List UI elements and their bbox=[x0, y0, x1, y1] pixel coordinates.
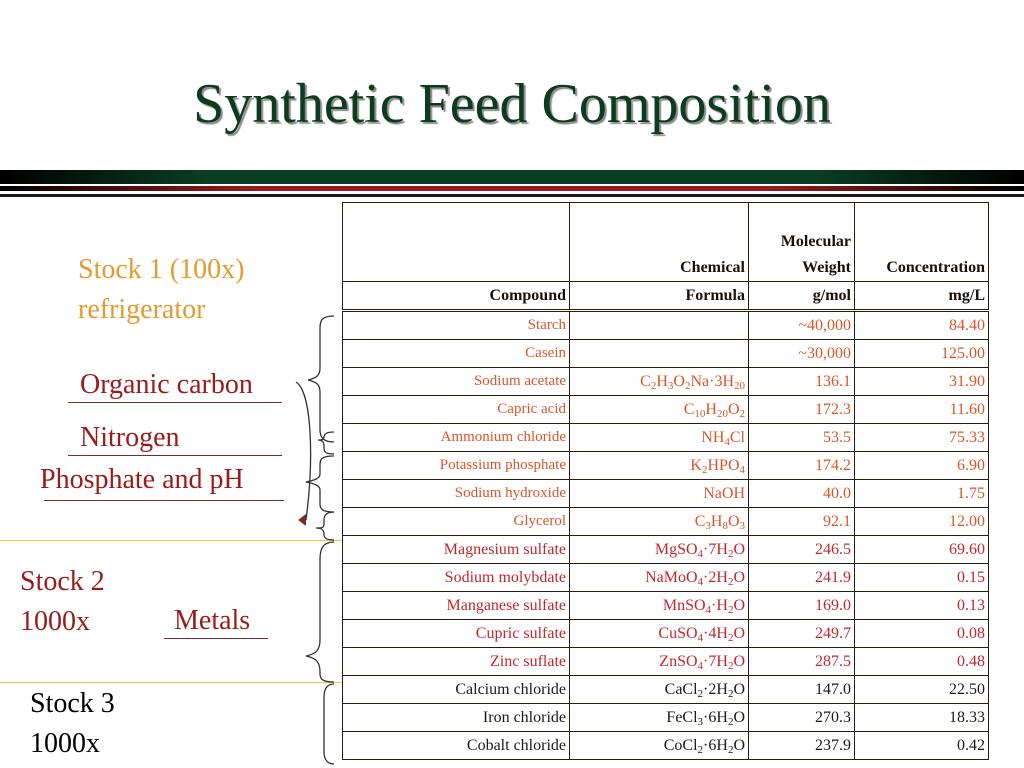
formula-cell: $ZnSO_4\cdot 7H_2O$ bbox=[570, 648, 749, 676]
molecular-weight-cell: 270.3 bbox=[749, 704, 855, 732]
formula-cell: $CoCl_2\cdot 6H_2O$ bbox=[570, 732, 749, 760]
formula-cell: $MnSO_4\cdot H_2O$ bbox=[570, 592, 749, 620]
table-row bbox=[343, 368, 989, 396]
table-row bbox=[343, 452, 989, 480]
table-row bbox=[343, 340, 989, 368]
compound-cell: Manganese sulfate bbox=[343, 592, 570, 620]
concentration-cell: 31.90 bbox=[855, 368, 989, 396]
concentration-cell: 84.40 bbox=[855, 311, 989, 340]
molecular-weight-cell: 172.3 bbox=[749, 396, 855, 424]
nitrogen-brace bbox=[318, 432, 334, 454]
formula-cell: $FeCl_3\cdot 6H_2O$ bbox=[570, 704, 749, 732]
nitrogen-label: Nitrogen bbox=[80, 422, 180, 453]
concentration-cell: 0.08 bbox=[855, 620, 989, 648]
molecular-weight-cell: 237.9 bbox=[749, 732, 855, 760]
header-concentration: Concentration bbox=[855, 203, 989, 282]
table-row bbox=[343, 564, 989, 592]
concentration-cell: 0.48 bbox=[855, 648, 989, 676]
table-row bbox=[343, 704, 989, 732]
phosphate-ph-label: Phosphate and pH bbox=[40, 464, 244, 495]
metals-brace bbox=[306, 542, 334, 682]
compound-cell: Cupric sulfate bbox=[343, 620, 570, 648]
organic-carbon-arrow-line bbox=[296, 382, 311, 520]
formula-cell: $C_3H_8O_3$ bbox=[570, 508, 749, 536]
header-molecular-weight: Molecular Weight bbox=[749, 203, 855, 282]
feed-composition-table bbox=[342, 202, 989, 760]
stock1-bottom-brace bbox=[316, 512, 334, 540]
header-mgl: mg/L bbox=[855, 282, 989, 311]
concentration-cell: 12.00 bbox=[855, 508, 989, 536]
formula-cell: $K_2HPO_4$ bbox=[570, 452, 749, 480]
compound-cell: Sodium acetate bbox=[343, 368, 570, 396]
molecular-weight-cell: ~30,000 bbox=[749, 340, 855, 368]
header-formula: Formula bbox=[570, 282, 749, 311]
molecular-weight-cell: 147.0 bbox=[749, 676, 855, 704]
compound-cell: Glycerol bbox=[343, 508, 570, 536]
header-compound-top bbox=[343, 203, 570, 282]
concentration-cell: 11.60 bbox=[855, 396, 989, 424]
molecular-weight-cell: ~40,000 bbox=[749, 311, 855, 340]
molecular-weight-cell: 246.5 bbox=[749, 536, 855, 564]
phosphate-ph-brace bbox=[306, 456, 334, 512]
stock1-label: Stock 1 (100x) refrigerator bbox=[78, 254, 245, 325]
compound-cell: Starch bbox=[343, 311, 570, 340]
molecular-weight-cell: 249.7 bbox=[749, 620, 855, 648]
table-row bbox=[343, 311, 989, 340]
table-header-row-top bbox=[343, 203, 989, 282]
organic-carbon-brace bbox=[308, 316, 334, 442]
formula-cell: $NH_4Cl$ bbox=[570, 424, 749, 452]
table-row bbox=[343, 480, 989, 508]
concentration-cell: 22.50 bbox=[855, 676, 989, 704]
formula-cell bbox=[570, 340, 749, 368]
compound-cell: Sodium hydroxide bbox=[343, 480, 570, 508]
stock2-label: Stock 2 1000x bbox=[20, 566, 105, 637]
molecular-weight-cell: 241.9 bbox=[749, 564, 855, 592]
formula-cell bbox=[570, 311, 749, 340]
table-row bbox=[343, 536, 989, 564]
organic-carbon-label: Organic carbon bbox=[80, 369, 253, 400]
molecular-weight-cell: 169.0 bbox=[749, 592, 855, 620]
compound-cell: Zinc suflate bbox=[343, 648, 570, 676]
header-chemical: Chemical bbox=[570, 203, 749, 282]
table-row bbox=[343, 508, 989, 536]
table-body bbox=[343, 311, 989, 760]
metals-underline bbox=[164, 638, 268, 639]
metals-label: Metals bbox=[174, 605, 251, 636]
compound-cell: Magnesium sulfate bbox=[343, 536, 570, 564]
stock3-label: Stock 3 1000x bbox=[30, 688, 115, 759]
concentration-cell: 1.75 bbox=[855, 480, 989, 508]
molecular-weight-cell: 287.5 bbox=[749, 648, 855, 676]
concentration-cell: 75.33 bbox=[855, 424, 989, 452]
slide-title: Synthetic Feed Composition bbox=[193, 73, 831, 135]
concentration-cell: 0.13 bbox=[855, 592, 989, 620]
table-row bbox=[343, 424, 989, 452]
table-row bbox=[343, 620, 989, 648]
table-header-row-bottom bbox=[343, 282, 989, 311]
table-row bbox=[343, 592, 989, 620]
compound-cell: Sodium molybdate bbox=[343, 564, 570, 592]
table-row bbox=[343, 732, 989, 760]
compound-cell: Iron chloride bbox=[343, 704, 570, 732]
compound-cell: Calcium chloride bbox=[343, 676, 570, 704]
compound-cell: Cobalt chloride bbox=[343, 732, 570, 760]
concentration-cell: 69.60 bbox=[855, 536, 989, 564]
formula-cell: $C_{10}H_{20}O_2$ bbox=[570, 396, 749, 424]
molecular-weight-cell: 40.0 bbox=[749, 480, 855, 508]
compound-cell: Capric acid bbox=[343, 396, 570, 424]
concentration-cell: 18.33 bbox=[855, 704, 989, 732]
molecular-weight-cell: 136.1 bbox=[749, 368, 855, 396]
table-row bbox=[343, 648, 989, 676]
phosphate-ph-underline bbox=[44, 500, 284, 501]
formula-cell: $MgSO_4\cdot 7H_2O$ bbox=[570, 536, 749, 564]
header-compound: Compound bbox=[343, 282, 570, 311]
compound-cell: Casein bbox=[343, 340, 570, 368]
stock2-separator bbox=[0, 540, 342, 541]
concentration-cell: 125.00 bbox=[855, 340, 989, 368]
nitrogen-underline bbox=[68, 455, 282, 456]
formula-cell: $CaCl_2\cdot 2H_2O$ bbox=[570, 676, 749, 704]
header-gmol: g/mol bbox=[749, 282, 855, 311]
formula-cell: $C_2H_3O_2Na\cdot 3H_{20}$ bbox=[570, 368, 749, 396]
stock3-separator bbox=[0, 682, 342, 683]
molecular-weight-cell: 53.5 bbox=[749, 424, 855, 452]
concentration-cell: 0.42 bbox=[855, 732, 989, 760]
formula-cell: $CuSO_4\cdot 4H_2O$ bbox=[570, 620, 749, 648]
concentration-cell: 0.15 bbox=[855, 564, 989, 592]
stock3-brace bbox=[324, 684, 334, 764]
title-divider-banner bbox=[0, 170, 1024, 204]
arrow-head-icon bbox=[298, 514, 306, 526]
organic-carbon-underline bbox=[68, 402, 282, 403]
table-row bbox=[343, 676, 989, 704]
molecular-weight-cell: 92.1 bbox=[749, 508, 855, 536]
concentration-cell: 6.90 bbox=[855, 452, 989, 480]
table-row bbox=[343, 396, 989, 424]
formula-cell: NaOH bbox=[570, 480, 749, 508]
formula-cell: $NaMoO_4\cdot 2H_2O$ bbox=[570, 564, 749, 592]
compound-cell: Potassium phosphate bbox=[343, 452, 570, 480]
molecular-weight-cell: 174.2 bbox=[749, 452, 855, 480]
compound-cell: Ammonium chloride bbox=[343, 424, 570, 452]
